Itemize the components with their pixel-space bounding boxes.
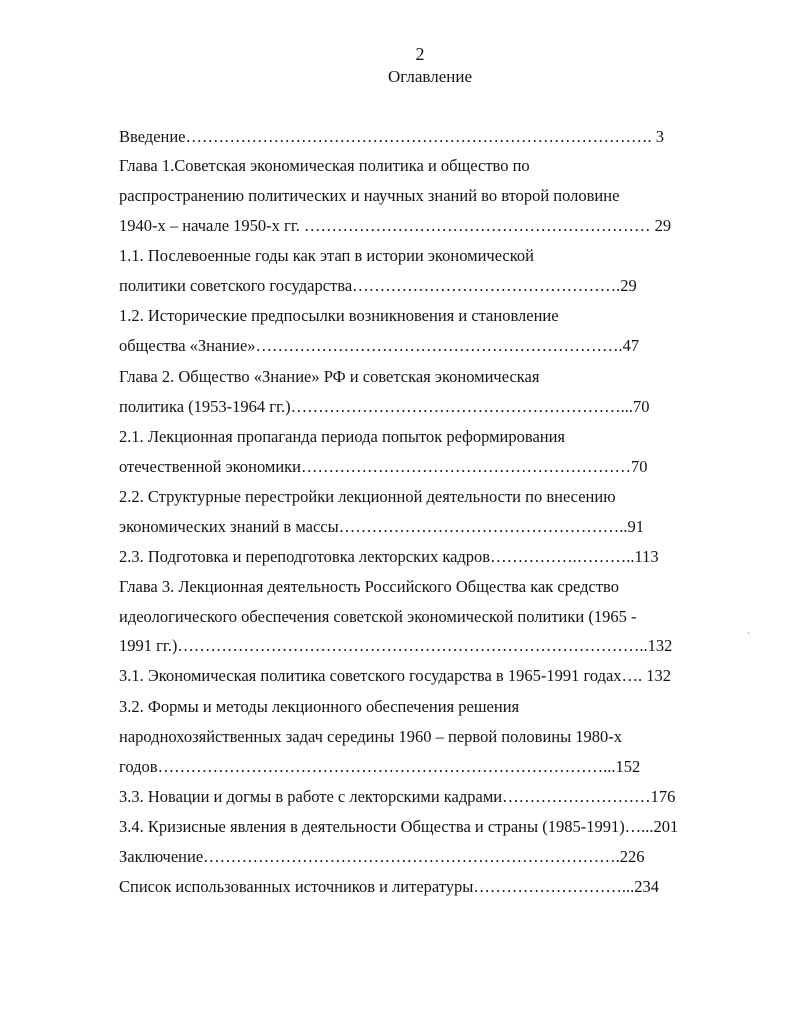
toc-entry-1-1-page: политики советского государства………………………………………….29 bbox=[119, 276, 637, 295]
toc-entry-chapter-2: Глава 2. Общество «Знание» РФ и советская экономическая bbox=[119, 367, 540, 386]
toc-entry-1-1: 1.1. Послевоенные годы как этап в истории экономической bbox=[119, 246, 535, 265]
toc-entry-conclusion: Заключение………………………………………………………………….226 bbox=[119, 847, 645, 866]
toc-entry-2-3: 2.3. Подготовка и переподготовка лекторских кадров…………….………..113 bbox=[119, 547, 659, 566]
toc-entry-chapter-1: Глава 1.Советская экономическая политика и общество по bbox=[119, 156, 530, 175]
toc-entry-3-4: 3.4. Кризисные явления в деятельности Общества и страны (1985-1991)…...201 bbox=[119, 817, 679, 836]
toc-entry-chapter-2-page: политика (1953-1964 гг.)……………………………………………………...70 bbox=[119, 397, 650, 416]
toc-entry-chapter-3-page: 1991 гг.)…………………………………………………………………………..132 bbox=[119, 636, 673, 655]
toc-entry-chapter-3-cont: идеологического обеспечения советской экономической политики (1965 - bbox=[119, 607, 637, 626]
toc-entry-chapter-1-page: 1940-х – начале 1950-х гг. ……………………………………………………… 29 bbox=[119, 216, 672, 235]
toc-entry-2-2: 2.2. Структурные перестройки лекционной деятельности по внесению bbox=[119, 487, 616, 506]
toc-entry-2-2-page: экономических знаний в массы……………………………………………..91 bbox=[119, 517, 644, 536]
toc-entry-2-1-page: отечественной экономики……………………………………………………70 bbox=[119, 457, 648, 476]
toc-entry-introduction: Введение…………………………………………………………………………. 3 bbox=[119, 127, 665, 146]
toc-title: Оглавление bbox=[388, 67, 472, 86]
toc-entry-3-3: 3.3. Новации и догмы в работе с лекторскими кадрами………………………176 bbox=[119, 787, 676, 806]
toc-entry-3-1: 3.1. Экономическая политика советского государства в 1965-1991 годах…. 132 bbox=[119, 666, 672, 685]
toc-entry-3-2-cont: народнохозяйственных задач середины 1960 – первой половины 1980-х bbox=[119, 727, 623, 746]
toc-entry-3-2-page: годов………………………………………………………………………...152 bbox=[119, 757, 641, 776]
scan-artifact-mark: ` bbox=[747, 632, 751, 643]
toc-entry-bibliography: Список использованных источников и литературы………………………...234 bbox=[119, 877, 660, 896]
toc-entry-1-2-page: общества «Знание»………………………………………………………….47 bbox=[119, 336, 640, 355]
toc-entry-chapter-3: Глава 3. Лекционная деятельность Российского Общества как средство bbox=[119, 577, 619, 596]
toc-entry-chapter-1-cont: распространению политических и научных знаний во второй половине bbox=[119, 186, 620, 205]
toc-entry-1-2: 1.2. Исторические предпосылки возникновения и становление bbox=[119, 306, 559, 325]
toc-entry-3-2: 3.2. Формы и методы лекционного обеспечения решения bbox=[119, 697, 520, 716]
toc-entry-2-1: 2.1. Лекционная пропаганда периода попыток реформирования bbox=[119, 427, 566, 446]
page-number: 2 bbox=[415, 44, 425, 64]
